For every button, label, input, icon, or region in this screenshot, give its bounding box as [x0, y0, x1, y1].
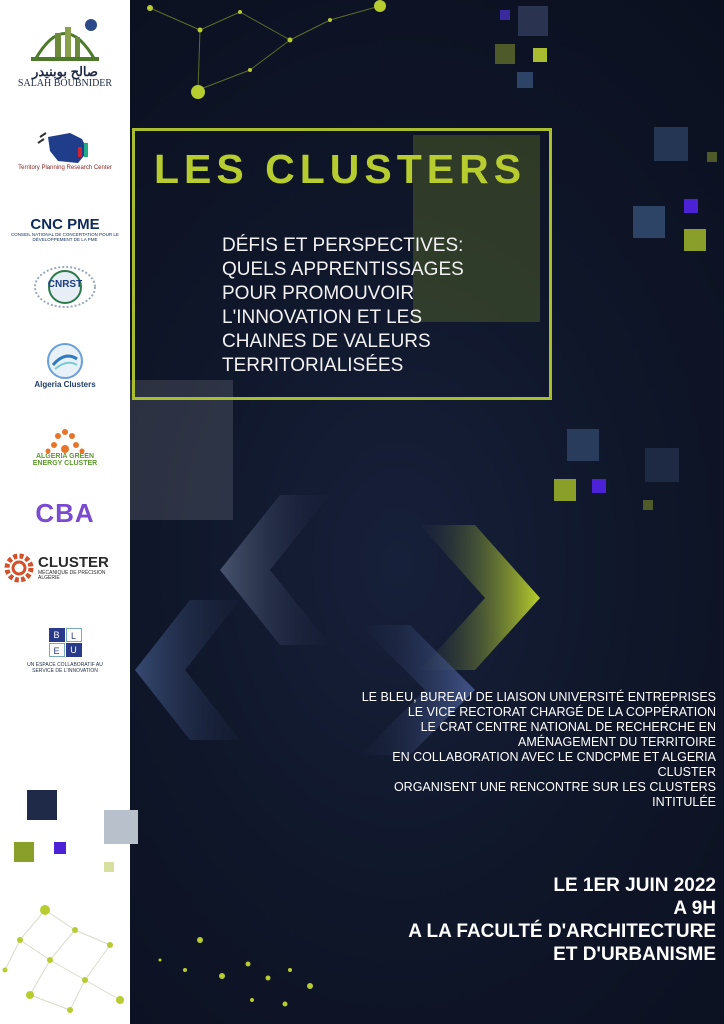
sun-icon [42, 429, 88, 453]
deco-square [645, 448, 679, 482]
deco-square [633, 206, 665, 238]
university-emblem-icon [25, 15, 105, 65]
logo-text-arabic: صالح بوبنيدر [32, 63, 98, 79]
logo-text-cnc-pme-sub: CONSEIL NATIONAL DE CONCERTATION POUR LE DÉVELOPPEMENT DE LA PME [11, 232, 119, 242]
event-details [336, 874, 716, 966]
logo-text-cnrst: CNRST [47, 279, 83, 290]
algeria-map-icon [30, 131, 100, 165]
event-subtitle [222, 234, 522, 378]
deco-square [54, 842, 66, 854]
logo-text-cluster-sub: MÉCANIQUE DE PRÉCISION ALGÉRIE [38, 569, 106, 581]
network-decoration-bottom [140, 900, 390, 1024]
organizers-line: CLUSTER [657, 765, 716, 779]
logo-university-salah-boubnider [8, 6, 122, 98]
logo-bleu [8, 618, 122, 684]
network-decoration-top [130, 0, 410, 110]
subtitle-line: DÉFIS ET PERSPECTIVES: [222, 235, 464, 256]
bleu-letter: E [49, 643, 65, 657]
event-place: ET D'URBANISME [553, 944, 716, 965]
logo-crat [8, 122, 122, 180]
organizers-line: LE BLEU, BUREAU DE LIAISON UNIVERSITÉ ENTREPRISES [361, 690, 716, 704]
algeria-clusters-icon [45, 341, 85, 381]
logo-text-latin: SALAH BOUBNIDER [17, 77, 113, 89]
organizers-line: EN COLLABORATION AVEC LE CNDCPME ET ALGERIA [392, 750, 716, 764]
bleu-letter: B [49, 628, 65, 642]
deco-square [500, 10, 510, 20]
logo-cnc-pme [8, 212, 122, 248]
logo-algeria-clusters [8, 338, 122, 392]
deco-square [104, 810, 138, 844]
bleu-letter: U [66, 643, 82, 657]
event-time: A 9H [673, 898, 716, 919]
organizers-line: AMÉNAGEMENT DU TERRITOIRE [518, 735, 716, 749]
logo-text-bleu-tagline: UN ESPACE COLLABORATIF AU SERVICE DE L'INNOVATION [27, 662, 103, 674]
bleu-grid [49, 628, 82, 657]
deco-square [517, 72, 533, 88]
organizers-line: ORGANISENT UNE RENCONTRE SUR LES CLUSTERS [393, 780, 716, 794]
deco-square [27, 790, 57, 820]
subtitle-line: QUELS APPRENTISSAGES [222, 259, 464, 280]
deco-square [495, 44, 515, 64]
deco-square [643, 500, 653, 510]
organizers-line: LE VICE RECTORAT CHARGÉ DE LA COPPÉRATION [407, 705, 716, 719]
logo-cluster-mecanique [2, 546, 122, 590]
deco-square [104, 862, 114, 872]
deco-square [14, 842, 34, 862]
subtitle-line: L'INNOVATION ET LES [222, 307, 423, 328]
logo-cba [8, 492, 122, 536]
gear-icon [2, 551, 36, 585]
subtitle-line: TERRITORIALISÉES [222, 355, 404, 376]
deco-square [684, 199, 698, 213]
deco-square [684, 229, 706, 251]
logo-text-green-energy: ALGERIA GREEN ENERGY CLUSTER [32, 452, 98, 467]
event-title: LES CLUSTERS [154, 146, 527, 192]
logo-green-energy-cluster [8, 420, 122, 476]
deco-square [567, 429, 599, 461]
deco-square [533, 48, 547, 62]
bleu-letter: L [66, 628, 82, 642]
organizers-line: INTITULÉE [652, 795, 716, 809]
deco-square [707, 152, 717, 162]
deco-square [654, 127, 688, 161]
event-place: A LA FACULTÉ D'ARCHITECTURE [408, 921, 716, 942]
organizers-text [356, 690, 716, 810]
logo-text-crat: Territory Planning Research Center [18, 164, 112, 171]
organizers-line: LE CRAT CENTRE NATIONAL DE RECHERCHE EN [420, 720, 716, 734]
logo-text-cnc-pme: CNC PME [30, 216, 100, 234]
logo-cnrst [8, 262, 122, 312]
network-decoration-sidebar [0, 900, 130, 1024]
event-date: LE 1ER JUIN 2022 [553, 875, 716, 896]
logo-sidebar [0, 0, 130, 1024]
logo-text-algeria-clusters: Algeria Clusters [34, 379, 96, 389]
logo-text-cba: CBA [35, 498, 95, 529]
subtitle-line: CHAINES DE VALEURS [222, 331, 431, 352]
subtitle-line: POUR PROMOUVOIR [222, 283, 415, 304]
deco-square [518, 6, 548, 36]
deco-square [592, 479, 606, 493]
logo-text-cluster: CLUSTER [38, 553, 109, 571]
